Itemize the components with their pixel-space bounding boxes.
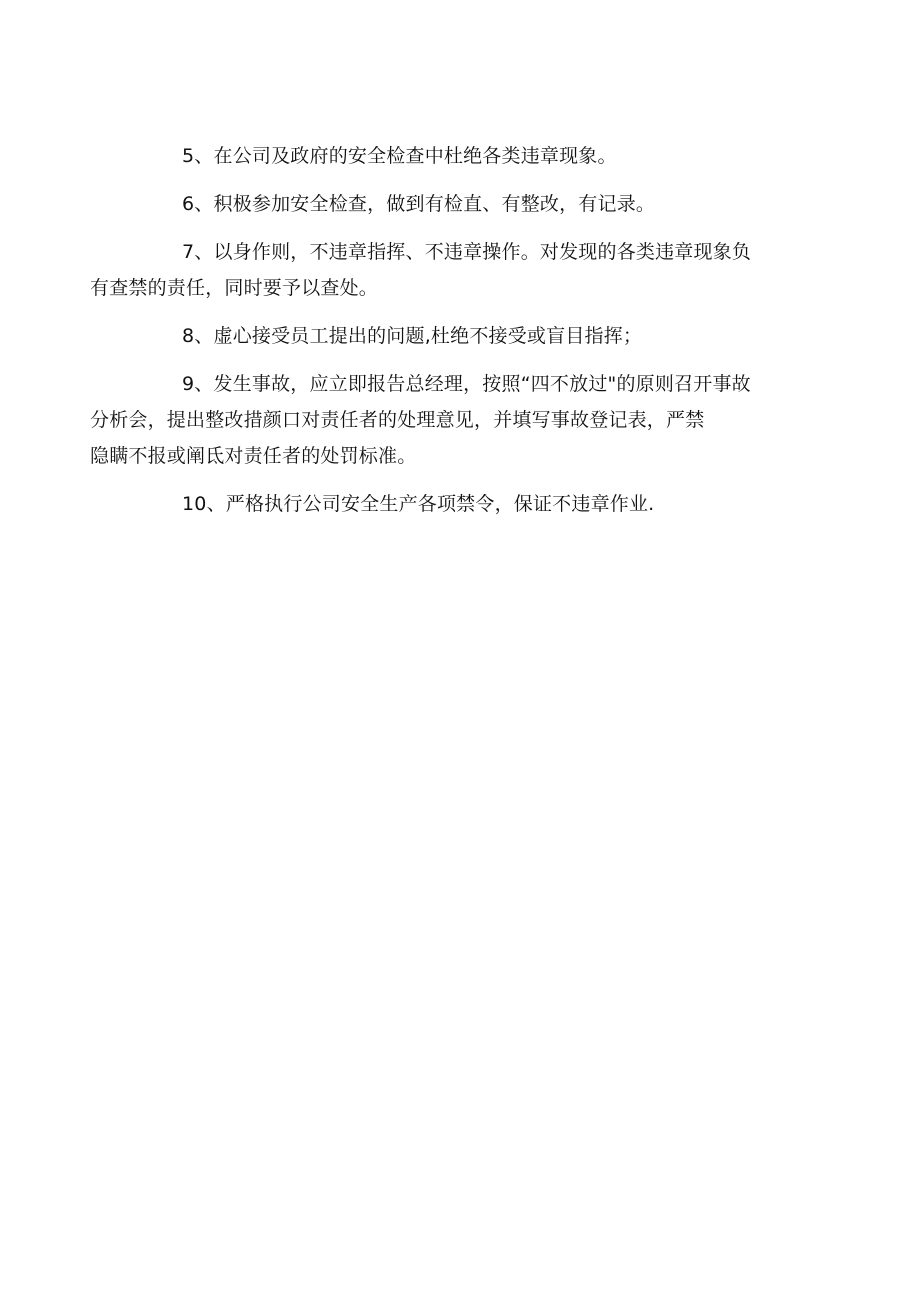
paragraph-line: 9、发生事故，应立即报告总经理，按照“四不放过"的原则召开事故 bbox=[182, 373, 751, 395]
document-body bbox=[90, 138, 784, 534]
paragraph-item-5 bbox=[136, 138, 784, 174]
paragraph-line: 分析会，提出整改措颜口对责任者的处理意见，并填写事故登记表，严禁 bbox=[90, 409, 705, 431]
paragraph-line: 6、积极参加安全检查，做到有检直、有整改，有记录。 bbox=[182, 193, 656, 215]
paragraph-line: 8、虚心接受员工提出的问题,杜绝不接受或盲目指挥； bbox=[182, 325, 643, 347]
paragraph-line: 有查禁的责任，同时要予以查处。 bbox=[90, 277, 379, 299]
paragraph-item-9 bbox=[90, 366, 784, 474]
paragraph-item-10 bbox=[136, 486, 784, 522]
paragraph-item-7 bbox=[90, 234, 784, 306]
paragraph-item-8 bbox=[136, 318, 784, 354]
paragraph-item-6 bbox=[136, 186, 784, 222]
paragraph-line: 7、以身作则，不违章指挥、不违章操作。对发现的各类违章现象负 bbox=[182, 241, 752, 263]
paragraph-line: 5、在公司及政府的安全检查中杜绝各类违章现象。 bbox=[182, 145, 617, 167]
paragraph-line: 隐瞒不报或阐氐对责任者的处罚标准。 bbox=[90, 445, 417, 467]
paragraph-line: 10、严格执行公司安全生产各项禁令，保证不违章作业. bbox=[182, 493, 655, 515]
